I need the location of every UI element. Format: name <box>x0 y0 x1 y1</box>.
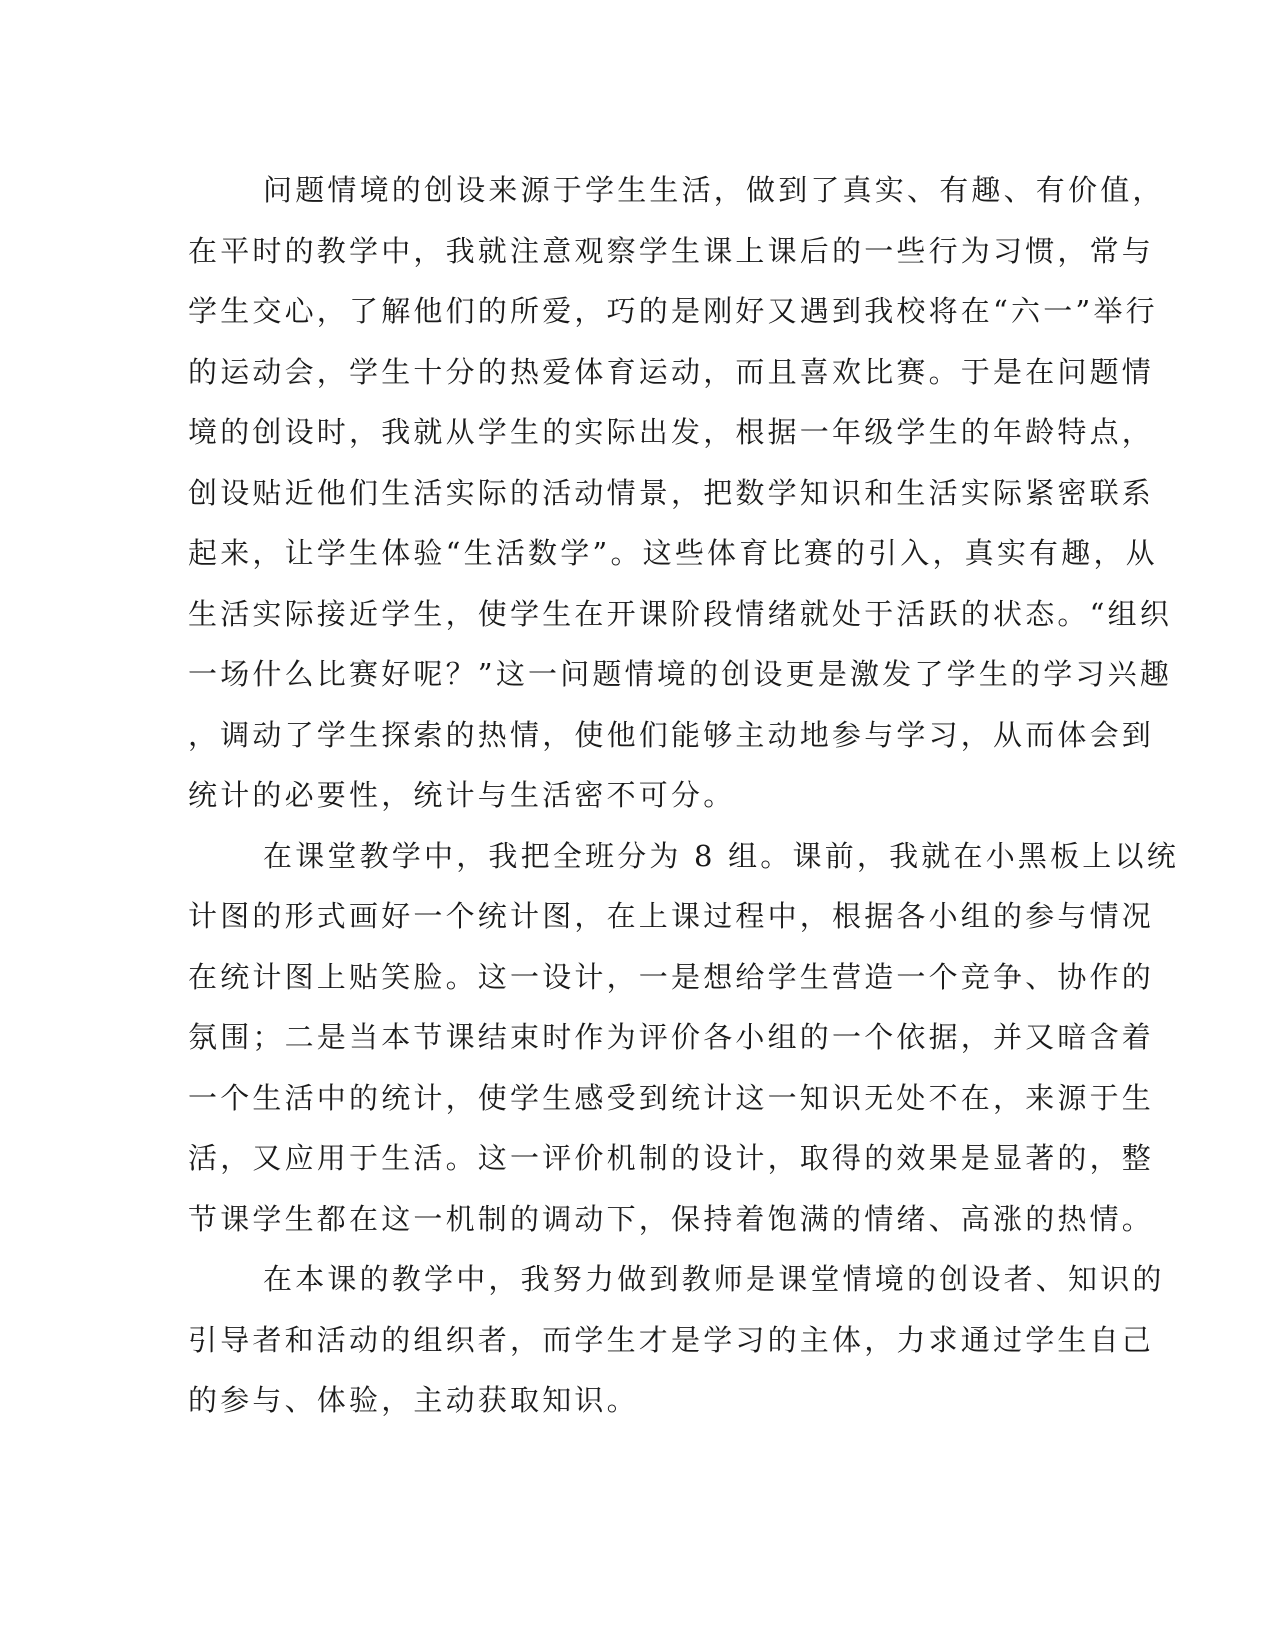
paragraph-line: 创设贴近他们生活实际的活动情景，把数学知识和生活实际紧密联系 <box>188 475 1155 510</box>
paragraph-line: 的参与、体验，主动获取知识。 <box>188 1383 639 1417</box>
paragraph-line: 在平时的教学中，我就注意观察学生课上课后的一些行为习惯，常与 <box>188 233 1155 268</box>
paragraph-line: 引导者和活动的组织者，而学生才是学习的主体，力求通过学生自己 <box>188 1322 1155 1357</box>
paragraph-line: ，调动了学生探索的热情，使他们能够主动地参与学习，从而体会到 <box>188 717 1155 752</box>
paragraph-2 <box>188 826 1179 1250</box>
paragraph-3 <box>188 1249 1165 1431</box>
paragraph-line: 一个生活中的统计，使学生感受到统计这一知识无处不在，来源于生 <box>188 1080 1155 1115</box>
paragraph-line: 问题情境的创设来源于学生生活，做到了真实、有趣、有价值， <box>263 173 1165 207</box>
paragraph-line: 一场什么比赛好呢？”这一问题情境的创设更是激发了学生的学习兴趣 <box>188 657 1173 691</box>
paragraph-line: 生活实际接近学生，使学生在开课阶段情绪就处于活跃的状态。“组织 <box>188 596 1173 631</box>
paragraph-line: 计图的形式画好一个统计图，在上课过程中，根据各小组的参与情况 <box>188 899 1155 933</box>
paragraph-line: 起来，让学生体验“生活数学”。这些体育比赛的引入，真实有趣，从 <box>188 536 1158 570</box>
document-body <box>188 160 1179 1431</box>
paragraph-line: 境的创设时，我就从学生的实际出发，根据一年级学生的年龄特点， <box>188 415 1155 449</box>
paragraph-line: 活，又应用于生活。这一评价机制的设计，取得的效果是显著的，整 <box>188 1141 1155 1175</box>
paragraph-line: 在本课的教学中，我努力做到教师是课堂情境的创设者、知识的 <box>263 1262 1165 1296</box>
paragraph-line: 节课学生都在这一机制的调动下，保持着饱满的情绪、高涨的热情。 <box>188 1201 1155 1236</box>
paragraph-line: 在统计图上贴笑脸。这一设计，一是想给学生营造一个竞争、协作的 <box>188 959 1155 994</box>
paragraph-1 <box>188 160 1173 826</box>
paragraph-line: 的运动会，学生十分的热爱体育运动，而且喜欢比赛。于是在问题情 <box>188 354 1155 389</box>
paragraph-line: 在课堂教学中，我把全班分为 8 组。课前，我就在小黑板上以统 <box>263 838 1179 873</box>
paragraph-line: 学生交心，了解他们的所爱，巧的是刚好又遇到我校将在“六一”举行 <box>188 294 1158 328</box>
paragraph-line: 统计的必要性，统计与生活密不可分。 <box>188 778 736 812</box>
paragraph-line: 氛围；二是当本节课结束时作为评价各小组的一个依据，并又暗含着 <box>188 1020 1155 1054</box>
